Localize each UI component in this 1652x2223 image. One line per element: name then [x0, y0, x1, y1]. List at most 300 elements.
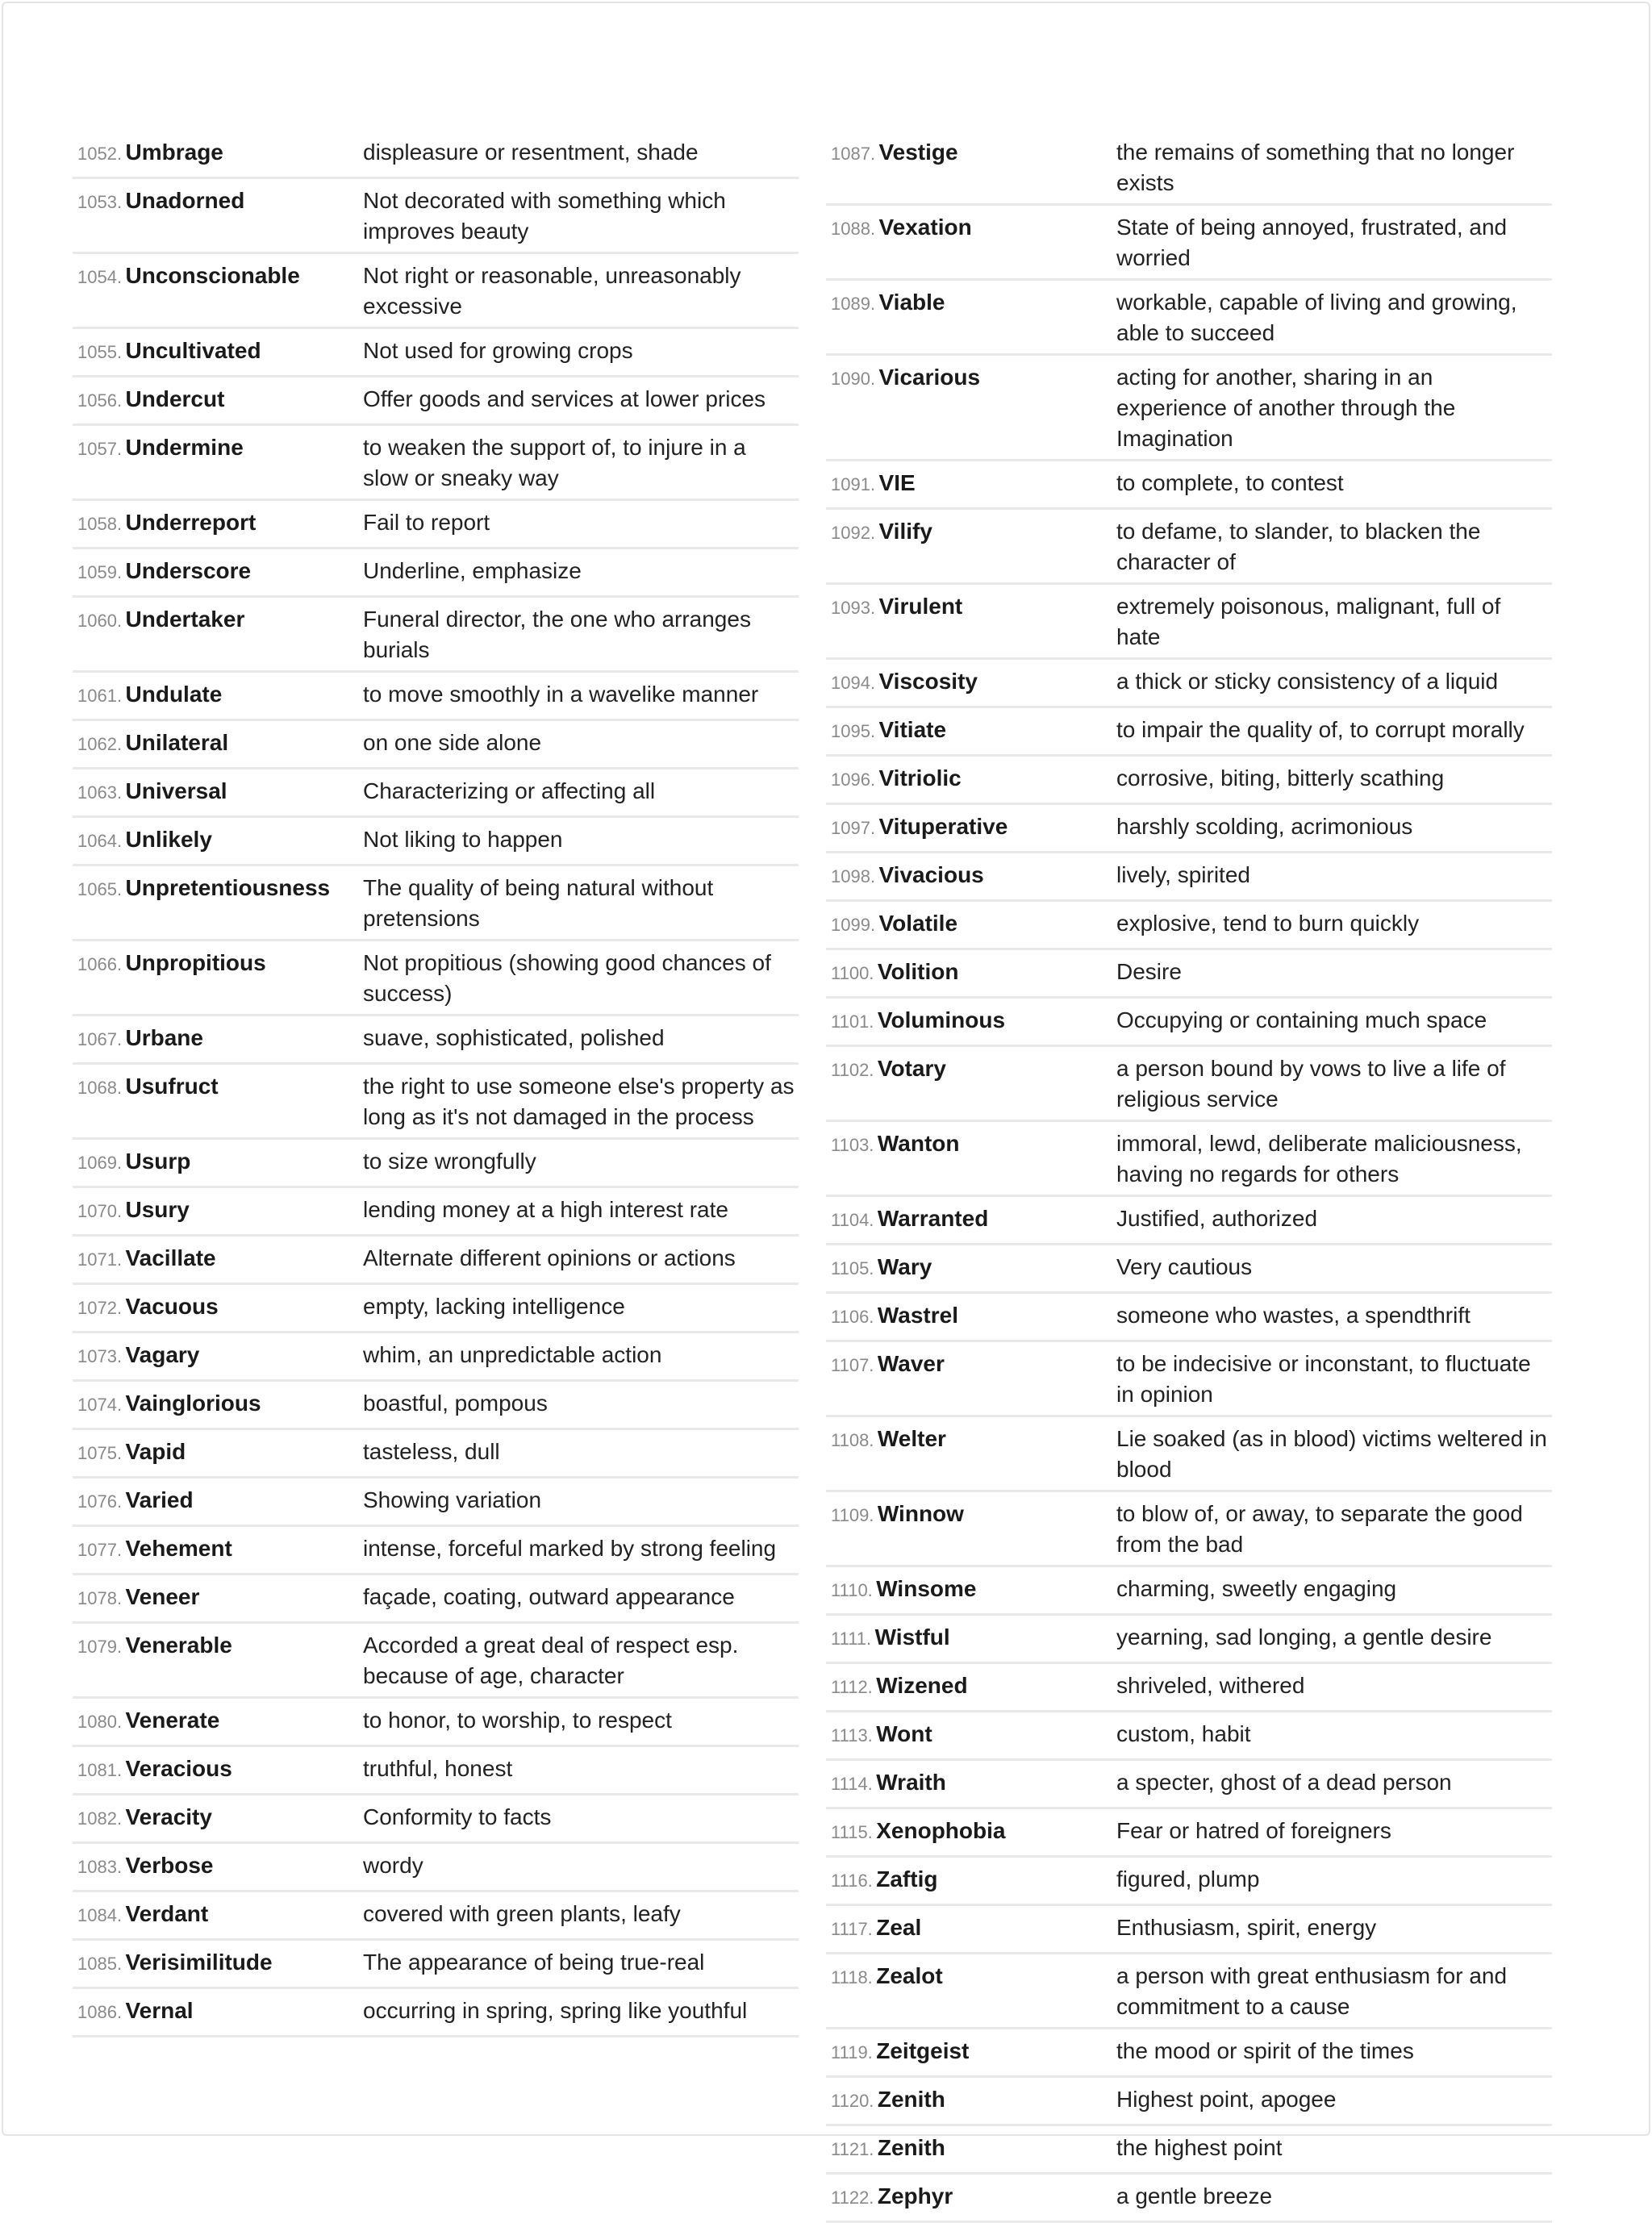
entry-term [73, 728, 363, 762]
entry-word: Venerable [125, 1633, 232, 1658]
entry-number: 1093. [831, 598, 876, 618]
entry-definition: immoral, lewd, deliberate maliciousness, having no regards for others [1116, 1131, 1522, 1187]
entry-term [73, 1533, 363, 1568]
entry-term [826, 1670, 1116, 1705]
entry-number: 1095. [831, 721, 876, 741]
entry-number: 1118. [831, 1967, 873, 1987]
vocab-entry [826, 950, 1552, 999]
vocab-entry [826, 585, 1552, 660]
vocab-entry [73, 131, 799, 179]
entry-term [826, 1349, 1116, 1383]
entry-number: 1116. [831, 1871, 873, 1891]
entry-number: 1084. [77, 1905, 123, 1925]
entry-number: 1111. [831, 1629, 872, 1649]
entry-term [73, 1947, 363, 1982]
entry-definition: suave, sophisticated, polished [363, 1025, 665, 1050]
entry-number: 1107. [831, 1355, 874, 1375]
entry-number: 1115. [831, 1822, 873, 1842]
vocab-entry [73, 1575, 799, 1624]
vocab-entry [73, 179, 799, 254]
entry-word: Wistful [874, 1624, 950, 1650]
entry-word: Wastrel [877, 1303, 958, 1328]
entry-definition: to complete, to contest [1116, 470, 1344, 495]
entry-definition: the mood or spirit of the times [1116, 2038, 1414, 2063]
entry-number: 1086. [77, 2002, 123, 2022]
entry-word: Universal [125, 778, 227, 803]
entry-term [826, 1005, 1116, 1040]
entry-definition: empty, lacking intelligence [363, 1294, 625, 1319]
entry-definition: someone who wastes, a spendthrift [1116, 1303, 1471, 1328]
entry-term [73, 556, 363, 590]
vocab-entry [73, 1844, 799, 1892]
vocab-entry [826, 1245, 1552, 1294]
entry-definition: charming, sweetly engaging [1116, 1576, 1397, 1601]
entry-term [826, 1252, 1116, 1287]
entry-term [73, 776, 363, 811]
entry-definition: a thick or sticky consistency of a liquid [1116, 669, 1499, 694]
vocab-entry [826, 2126, 1552, 2175]
entry-term [73, 1146, 363, 1181]
vocab-entry [826, 1616, 1552, 1664]
entry-word: Unilateral [125, 730, 229, 755]
entry-word: Underreport [125, 510, 257, 535]
entry-definition: Not decorated with something which improves beauty [363, 188, 726, 244]
entry-definition: Highest point, apogee [1116, 2087, 1337, 2112]
vocab-entry [73, 1430, 799, 1479]
entry-word: Winnow [877, 1501, 964, 1526]
entry-term [826, 362, 1116, 397]
entry-definition: to honor, to worship, to respect [363, 1708, 672, 1733]
vocab-entry [73, 770, 799, 818]
entry-word: Undercut [125, 386, 225, 411]
entry-number: 1117. [831, 1919, 873, 1939]
entry-word: Umbrage [125, 140, 223, 165]
vocab-entry [73, 866, 799, 941]
entry-term [73, 1996, 363, 2030]
vocab-entry [826, 999, 1552, 1047]
entry-number: 1088. [831, 219, 876, 239]
entry-term [73, 1023, 363, 1057]
entry-term [73, 1705, 363, 1740]
entry-word: Vehement [125, 1536, 232, 1561]
vocab-entry [73, 1333, 799, 1382]
vocab-entry [73, 426, 799, 501]
entry-definition: acting for another, sharing in an experience of another through the Imagination [1116, 365, 1456, 451]
entry-word: Venerate [125, 1708, 220, 1733]
vocab-entry [73, 1796, 799, 1844]
entry-definition: Not right or reasonable, unreasonably excessive [363, 263, 741, 319]
entry-number: 1103. [831, 1135, 874, 1155]
entry-definition: a gentle breeze [1116, 2183, 1273, 2208]
entry-number: 1065. [77, 879, 123, 899]
entry-number: 1052. [77, 144, 123, 164]
vocab-entry [73, 721, 799, 770]
entry-definition: Accorded a great deal of respect esp. because of age, character [363, 1633, 739, 1688]
entry-word: Vacuous [125, 1294, 219, 1319]
entry-definition: displeasure or resentment, shade [363, 140, 699, 165]
entry-word: Viscosity [878, 669, 978, 694]
entry-number: 1099. [831, 915, 876, 935]
entry-word: Vitiate [878, 717, 947, 742]
entry-word: Vitriolic [878, 765, 962, 790]
entry-term [826, 1499, 1116, 1533]
entry-number: 1056. [77, 390, 123, 411]
entry-number: 1122. [831, 2188, 874, 2208]
entry-definition: to size wrongfully [363, 1149, 536, 1174]
entry-definition: the remains of something that no longer exists [1116, 140, 1515, 195]
entry-number: 1081. [77, 1760, 123, 1780]
vocab-entry [826, 708, 1552, 757]
vocab-entry [826, 1492, 1552, 1567]
entry-word: Winsome [876, 1576, 977, 1601]
entry-definition: covered with green plants, leafy [363, 1901, 681, 1926]
entry-number: 1067. [77, 1029, 123, 1049]
entry-definition: to weaken the support of, to injure in a slow or sneaky way [363, 435, 746, 490]
vocab-entry [73, 941, 799, 1016]
vocab-entry [826, 660, 1552, 708]
entry-term [826, 212, 1116, 247]
entry-definition: whim, an unpredictable action [363, 1342, 662, 1367]
entry-definition: Showing variation [363, 1487, 542, 1512]
entry-term [826, 1128, 1116, 1163]
entry-word: Unadorned [125, 188, 245, 213]
entry-definition: intense, forceful marked by strong feeling [363, 1536, 777, 1561]
vocab-entry [826, 1294, 1552, 1342]
entry-word: Vestige [878, 140, 958, 165]
entry-term [73, 336, 363, 370]
entry-definition: Not liking to happen [363, 827, 563, 852]
entry-word: Vicarious [878, 365, 981, 390]
entry-word: Vernal [125, 1998, 194, 2023]
entry-word: Usufruct [125, 1074, 219, 1099]
entry-term [826, 1864, 1116, 1899]
entry-definition: figured, plump [1116, 1866, 1260, 1891]
entry-definition: to defame, to slander, to blacken the character of [1116, 519, 1481, 574]
entry-word: Vagary [125, 1342, 200, 1367]
entry-term [73, 1582, 363, 1616]
entry-definition: Offer goods and services at lower prices [363, 386, 766, 411]
vocab-entry [826, 1712, 1552, 1761]
vocab-entry [826, 206, 1552, 281]
entry-definition: The quality of being natural without pretensions [363, 875, 714, 931]
entry-definition: Alternate different opinions or actions [363, 1245, 736, 1270]
entry-term [73, 1899, 363, 1933]
entry-term [826, 811, 1116, 846]
entry-definition: Not used for growing crops [363, 338, 633, 363]
vocab-entry [73, 549, 799, 598]
entry-term [826, 1053, 1116, 1088]
entry-word: Undermine [125, 435, 244, 460]
entry-word: Unpropitious [125, 950, 266, 975]
vocab-entry [826, 1342, 1552, 1417]
entry-number: 1101. [831, 1011, 874, 1032]
entry-definition: to be indecisive or inconstant, to fluctuate in opinion [1116, 1351, 1531, 1407]
entry-number: 1120. [831, 2091, 874, 2111]
entry-word: Unconscionable [125, 263, 300, 288]
vocab-entry [826, 1664, 1552, 1712]
entry-word: Viable [878, 290, 945, 315]
entry-definition: on one side alone [363, 730, 542, 755]
entry-number: 1110. [831, 1580, 873, 1600]
entry-term [826, 468, 1116, 503]
entry-number: 1100. [831, 963, 874, 983]
entry-definition: wordy [363, 1853, 423, 1878]
entry-word: Zeitgeist [876, 2038, 970, 2063]
entry-term [73, 1195, 363, 1229]
vocab-entry [826, 1417, 1552, 1492]
entry-word: Wizened [876, 1673, 968, 1698]
vocab-entry [73, 1140, 799, 1188]
vocab-entry [826, 131, 1552, 206]
entry-number: 1055. [77, 342, 123, 362]
entry-word: Warranted [877, 1206, 989, 1231]
entry-number: 1083. [77, 1857, 123, 1877]
entry-definition: a person bound by vows to live a life of religious service [1116, 1056, 1506, 1112]
entry-word: Zephyr [877, 2183, 953, 2208]
entry-word: Uncultivated [125, 338, 261, 363]
entry-word: Zeal [876, 1915, 922, 1940]
entry-term [826, 137, 1116, 172]
entry-word: Zenith [877, 2135, 945, 2160]
entry-term [826, 2036, 1116, 2071]
entry-number: 1119. [831, 2042, 873, 2062]
entry-definition: to move smoothly in a wavelike manner [363, 682, 759, 707]
entry-number: 1075. [77, 1443, 123, 1463]
vocab-entry [73, 1479, 799, 1527]
entry-number: 1069. [77, 1153, 123, 1173]
entry-number: 1068. [77, 1078, 123, 1098]
vocab-entry [826, 510, 1552, 585]
entry-number: 1102. [831, 1060, 874, 1080]
entry-word: Verbose [125, 1853, 214, 1878]
entry-definition: yearning, sad longing, a gentle desire [1116, 1624, 1492, 1650]
entry-word: Voluminous [877, 1007, 1006, 1032]
entry-number: 1059. [77, 562, 123, 582]
vocab-entry [826, 1122, 1552, 1197]
entry-term [826, 1961, 1116, 1996]
entry-definition: Fail to report [363, 510, 490, 535]
entry-number: 1097. [831, 818, 876, 838]
vocab-entry [826, 1809, 1552, 1858]
entry-word: Veracity [125, 1804, 212, 1829]
entry-number: 1073. [77, 1346, 123, 1366]
vocab-entry [826, 1858, 1552, 1906]
entry-term [826, 2133, 1116, 2167]
vocab-entry [826, 1906, 1552, 1954]
vocab-entry [826, 1954, 1552, 2029]
vocab-entry [73, 501, 799, 549]
vocab-entry [73, 1188, 799, 1237]
entry-term [73, 1388, 363, 1423]
vocab-entry [73, 1941, 799, 1989]
entry-term [826, 666, 1116, 701]
vocab-entry [826, 757, 1552, 805]
entry-definition: explosive, tend to burn quickly [1116, 911, 1420, 936]
entry-term [73, 1485, 363, 1520]
entry-definition: corrosive, biting, bitterly scathing [1116, 765, 1445, 790]
vocab-entry [73, 818, 799, 866]
entry-number: 1092. [831, 523, 876, 543]
vocab-entry [826, 2175, 1552, 2223]
entry-number: 1091. [831, 474, 876, 494]
document-page [2, 2, 1650, 2208]
entry-number: 1054. [77, 267, 123, 287]
entry-word: Unpretentiousness [125, 875, 331, 900]
entry-word: Waver [877, 1351, 945, 1376]
entry-definition: Conformity to facts [363, 1804, 552, 1829]
entry-number: 1113. [831, 1725, 873, 1745]
entry-number: 1112. [831, 1677, 873, 1697]
entry-definition: Justified, authorized [1116, 1206, 1318, 1231]
entry-definition: Underline, emphasize [363, 558, 582, 583]
entry-word: Underscore [125, 558, 252, 583]
vocab-entry [826, 805, 1552, 853]
entry-definition: a person with great enthusiasm for and commitment to a cause [1116, 1963, 1508, 2019]
entry-definition: façade, coating, outward appearance [363, 1584, 735, 1609]
entry-term [73, 1802, 363, 1837]
entry-definition: Desire [1116, 959, 1182, 984]
vocab-entry [73, 673, 799, 721]
entry-definition: harshly scolding, acrimonious [1116, 814, 1413, 839]
entry-number: 1096. [831, 770, 876, 790]
vocab-entry [73, 377, 799, 426]
left-column [73, 131, 799, 2037]
entry-definition: workable, capable of living and growing, able to succeed [1116, 290, 1517, 345]
entry-definition: to blow of, or away, to separate the good from the bad [1116, 1501, 1523, 1557]
entry-term [826, 1203, 1116, 1238]
entry-number: 1061. [77, 686, 123, 706]
entry-definition: to impair the quality of, to corrupt morally [1116, 717, 1525, 742]
entry-definition: Occupying or containing much space [1116, 1007, 1487, 1032]
entry-definition: Lie soaked (as in blood) victims weltered in blood [1116, 1426, 1547, 1482]
entry-definition: custom, habit [1116, 1721, 1251, 1746]
entry-number: 1082. [77, 1808, 123, 1829]
entry-number: 1109. [831, 1505, 874, 1525]
entry-term [826, 287, 1116, 322]
entry-definition: lively, spirited [1116, 862, 1250, 887]
entry-term [826, 591, 1116, 626]
vocab-entry [826, 356, 1552, 461]
entry-term [826, 1424, 1116, 1458]
vocab-entry [73, 1527, 799, 1575]
entry-definition: the right to use someone else's property as long as it's not damaged in the process [363, 1074, 795, 1129]
entry-term [73, 1291, 363, 1326]
entry-term [826, 957, 1116, 991]
entry-number: 1078. [77, 1588, 123, 1608]
entry-number: 1058. [77, 514, 123, 534]
right-column [826, 131, 1552, 2223]
entry-term [73, 1850, 363, 1885]
entry-definition: occurring in spring, spring like youthful [363, 1998, 748, 2023]
entry-term [826, 908, 1116, 943]
entry-word: Xenophobia [876, 1818, 1006, 1843]
entry-number: 1090. [831, 369, 876, 389]
vocab-entry [826, 1567, 1552, 1616]
entry-word: Veracious [125, 1756, 232, 1781]
entry-definition: extremely poisonous, malignant, full of hate [1116, 594, 1501, 649]
vocab-entry [826, 902, 1552, 950]
entry-term [73, 679, 363, 714]
vocab-entry [73, 598, 799, 673]
entry-number: 1064. [77, 831, 123, 851]
vocab-entry [826, 853, 1552, 902]
entry-term [73, 873, 363, 907]
entry-term [73, 186, 363, 220]
entry-number: 1085. [77, 1954, 123, 1974]
entry-term [826, 1622, 1116, 1657]
entry-definition: boastful, pompous [363, 1391, 548, 1416]
vocab-entry [73, 329, 799, 377]
entry-term [73, 604, 363, 639]
vocab-entry [73, 1237, 799, 1285]
entry-term [826, 763, 1116, 798]
entry-term [73, 1630, 363, 1665]
entry-number: 1076. [77, 1491, 123, 1512]
entry-word: Zaftig [876, 1866, 938, 1891]
entry-definition: Funeral director, the one who arranges burials [363, 607, 751, 662]
vocab-entry [826, 461, 1552, 510]
entry-number: 1106. [831, 1307, 874, 1327]
vocab-entry [826, 1761, 1552, 1809]
entry-word: Verisimilitude [125, 1950, 273, 1975]
entry-definition: the highest point [1116, 2135, 1283, 2160]
entry-number: 1077. [77, 1540, 123, 1560]
entry-number: 1071. [77, 1249, 123, 1270]
entry-number: 1074. [77, 1395, 123, 1415]
entry-term [826, 860, 1116, 895]
entry-number: 1070. [77, 1201, 123, 1221]
entry-definition: Fear or hatred of foreigners [1116, 1818, 1391, 1843]
entry-definition: tasteless, dull [363, 1439, 500, 1464]
entry-word: Wary [877, 1254, 932, 1279]
vocab-entry [73, 1892, 799, 1941]
vocab-entry [826, 1197, 1552, 1245]
entry-term [73, 432, 363, 467]
entry-number: 1114. [831, 1774, 873, 1794]
entry-number: 1057. [77, 439, 123, 459]
entry-term [826, 516, 1116, 551]
entry-word: Wraith [876, 1770, 946, 1795]
entry-number: 1080. [77, 1712, 123, 1732]
entry-number: 1098. [831, 866, 876, 886]
entry-number: 1062. [77, 734, 123, 754]
entry-word: Verdant [125, 1901, 209, 1926]
entry-word: Votary [877, 1056, 946, 1081]
entry-definition: Not propitious (showing good chances of success) [363, 950, 771, 1006]
entry-term [73, 261, 363, 295]
vocab-entry [826, 2029, 1552, 2078]
entry-term [826, 1912, 1116, 1947]
entry-word: Undertaker [125, 607, 245, 632]
entry-word: Vituperative [878, 814, 1008, 839]
entry-number: 1087. [831, 144, 876, 164]
entry-word: Vexation [878, 215, 972, 240]
entry-word: Usury [125, 1197, 190, 1222]
entry-term [73, 137, 363, 172]
entry-number: 1063. [77, 782, 123, 803]
entry-number: 1121. [831, 2139, 874, 2159]
entry-number: 1108. [831, 1430, 874, 1450]
entry-word: Undulate [125, 682, 223, 707]
entry-number: 1079. [77, 1637, 123, 1657]
entry-number: 1105. [831, 1258, 874, 1278]
vocab-entry [73, 1989, 799, 2037]
entry-term [73, 1437, 363, 1471]
entry-word: Virulent [878, 594, 963, 619]
entry-word: Welter [877, 1426, 946, 1451]
vocab-entry [73, 1065, 799, 1140]
entry-word: Veneer [125, 1584, 200, 1609]
